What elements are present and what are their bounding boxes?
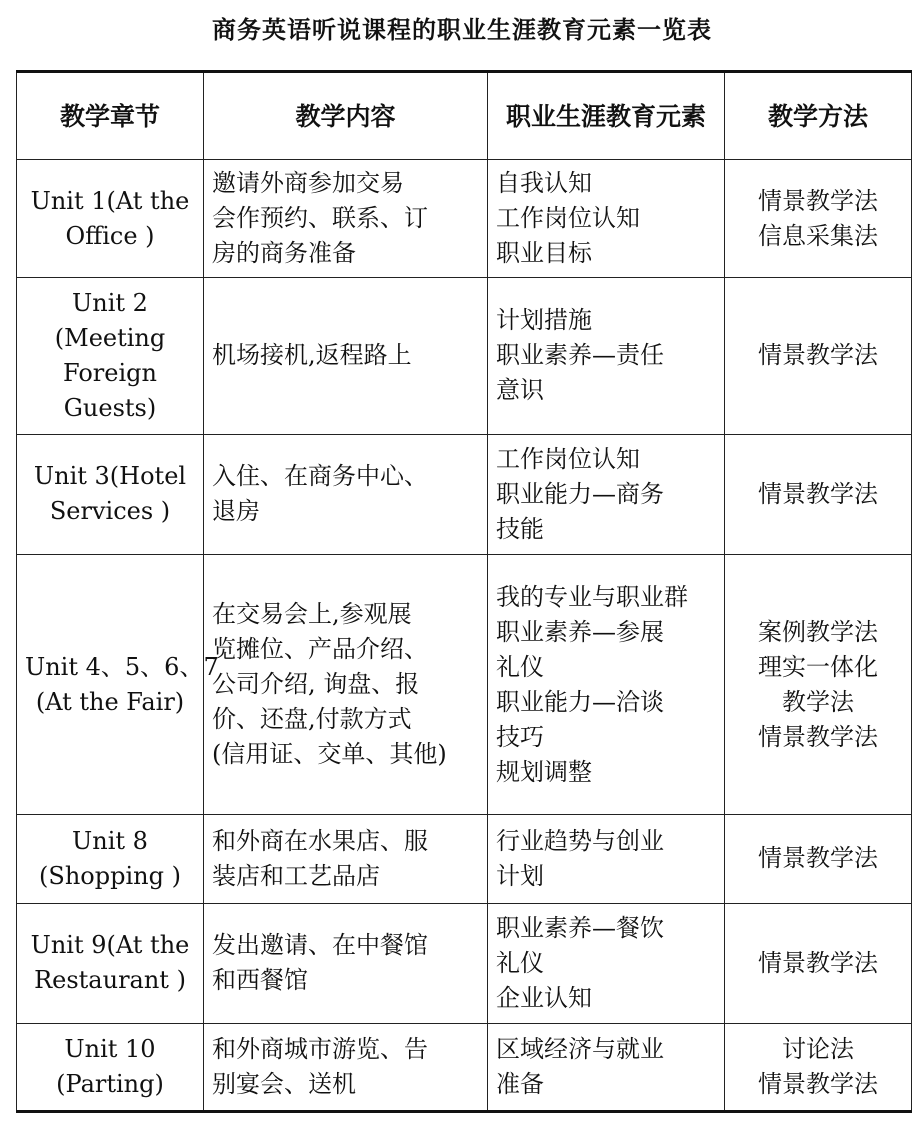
methods-cell xyxy=(725,903,912,1023)
content-line: 在交易会上,参观展 xyxy=(212,600,412,629)
method-line: 情景教学法 xyxy=(758,722,878,751)
content-line: 装店和工艺品店 xyxy=(212,861,380,890)
content-line: 和西餐馆 xyxy=(212,966,308,995)
chapter-cell xyxy=(17,434,204,554)
chapter-line: Restaurant ) xyxy=(34,966,186,995)
elements-cell xyxy=(488,1023,725,1111)
element-line: 职业目标 xyxy=(496,239,592,268)
table-row xyxy=(17,434,912,554)
element-line: 工作岗位认知 xyxy=(496,204,640,233)
method-line: 情景教学法 xyxy=(758,844,878,873)
elements-cell xyxy=(488,434,725,554)
chapter-line: Office ) xyxy=(65,221,155,250)
content-cell xyxy=(204,815,488,903)
elements-cell xyxy=(488,903,725,1023)
chapter-line: (At the Fair) xyxy=(35,687,185,716)
element-line: 意识 xyxy=(496,376,544,405)
content-line: 览摊位、产品介绍、 xyxy=(212,635,428,664)
elements-cell xyxy=(488,554,725,815)
element-line: 职业能力—商务 xyxy=(496,479,664,508)
element-line: 计划措施 xyxy=(496,306,592,335)
element-line: 职业素养—责任 xyxy=(496,341,664,370)
chapter-cell xyxy=(17,1023,204,1111)
content-cell xyxy=(204,1023,488,1111)
element-line: 行业趋势与创业 xyxy=(496,826,664,855)
content-line: 房的商务准备 xyxy=(212,239,356,268)
chapter-line: Unit 2 xyxy=(72,288,148,317)
content-line: (信用证、交单、其他) xyxy=(212,740,447,769)
content-line: 公司介绍, 询盘、报 xyxy=(212,670,420,699)
elements-cell xyxy=(488,815,725,903)
element-line: 技能 xyxy=(496,514,544,543)
chapter-line: Unit 8 xyxy=(72,826,148,855)
chapter-cell xyxy=(17,160,204,278)
chapter-line: Unit 9(At the xyxy=(30,931,190,960)
method-line: 情景教学法 xyxy=(758,948,878,977)
chapter-line: (Parting) xyxy=(56,1069,164,1098)
element-line: 工作岗位认知 xyxy=(496,444,640,473)
table-row xyxy=(17,554,912,815)
header-row xyxy=(17,72,912,160)
content-cell xyxy=(204,160,488,278)
chapter-line: Unit 1(At the xyxy=(30,186,190,215)
element-line: 准备 xyxy=(496,1069,544,1098)
element-line: 礼仪 xyxy=(496,948,544,977)
career-elements-table xyxy=(16,70,912,1113)
chapter-line: Unit 3(Hotel xyxy=(33,462,187,491)
content-line: 邀请外商参加交易 xyxy=(212,169,404,198)
method-line: 信息采集法 xyxy=(758,221,878,250)
content-line: 发出邀请、在中餐馆 xyxy=(212,931,428,960)
page-title: 商务英语听说课程的职业生涯教育元素一览表 xyxy=(212,16,712,44)
element-line: 区域经济与就业 xyxy=(496,1034,664,1063)
method-line: 教学法 xyxy=(782,687,854,716)
content-cell xyxy=(204,434,488,554)
content-cell xyxy=(204,278,488,434)
element-line: 企业认知 xyxy=(496,983,592,1012)
chapter-cell xyxy=(17,903,204,1023)
content-line: 机场接机,返程路上 xyxy=(212,341,412,370)
element-line: 职业能力—洽谈 xyxy=(496,687,664,716)
table-row xyxy=(17,1023,912,1111)
header-methods: 教学方法 xyxy=(725,72,912,160)
table-row xyxy=(17,903,912,1023)
method-line: 情景教学法 xyxy=(758,1069,878,1098)
table-row xyxy=(17,278,912,434)
header-elements: 职业生涯教育元素 xyxy=(488,72,725,160)
content-cell xyxy=(204,903,488,1023)
table-row xyxy=(17,815,912,903)
method-line: 案例教学法 xyxy=(758,617,878,646)
chapter-cell xyxy=(17,815,204,903)
element-line: 职业素养—餐饮 xyxy=(496,913,664,942)
chapter-line: Guests) xyxy=(63,393,157,422)
chapter-line: (Meeting xyxy=(54,323,166,352)
content-line: 退房 xyxy=(212,497,260,526)
header-chapter: 教学章节 xyxy=(17,72,204,160)
chapter-cell xyxy=(17,278,204,434)
chapter-line: Services ) xyxy=(49,497,171,526)
content-line: 入住、在商务中心、 xyxy=(212,462,428,491)
method-line: 情景教学法 xyxy=(758,341,878,370)
chapter-line: Unit 10 xyxy=(64,1034,156,1063)
content-line: 会作预约、联系、订 xyxy=(212,204,428,233)
content-line: 价、还盘,付款方式 xyxy=(212,705,412,734)
element-line: 自我认知 xyxy=(496,169,592,198)
content-line: 别宴会、送机 xyxy=(212,1069,356,1098)
method-line: 情景教学法 xyxy=(758,186,878,215)
methods-cell xyxy=(725,815,912,903)
chapter-line: Unit 4、5、6、7 xyxy=(25,652,219,681)
chapter-line: (Shopping ) xyxy=(39,861,181,890)
methods-cell xyxy=(725,1023,912,1111)
elements-cell xyxy=(488,278,725,434)
methods-cell xyxy=(725,160,912,278)
element-line: 礼仪 xyxy=(496,652,544,681)
element-line: 计划 xyxy=(496,861,544,890)
method-line: 讨论法 xyxy=(782,1034,854,1063)
chapter-cell xyxy=(17,554,219,815)
content-line: 和外商城市游览、告 xyxy=(212,1034,428,1063)
header-content: 教学内容 xyxy=(204,72,488,160)
element-line: 职业素养—参展 xyxy=(496,617,664,646)
content-line: 和外商在水果店、服 xyxy=(212,826,428,855)
element-line: 技巧 xyxy=(496,722,544,751)
table-row xyxy=(17,160,912,278)
content-cell xyxy=(204,554,488,815)
chapter-line: Foreign xyxy=(63,358,157,387)
methods-cell xyxy=(725,554,912,815)
methods-cell xyxy=(725,434,912,554)
methods-cell xyxy=(725,278,912,434)
element-line: 规划调整 xyxy=(496,757,592,786)
method-line: 理实一体化 xyxy=(758,652,878,681)
element-line: 我的专业与职业群 xyxy=(496,582,688,611)
method-line: 情景教学法 xyxy=(758,479,878,508)
elements-cell xyxy=(488,160,725,278)
